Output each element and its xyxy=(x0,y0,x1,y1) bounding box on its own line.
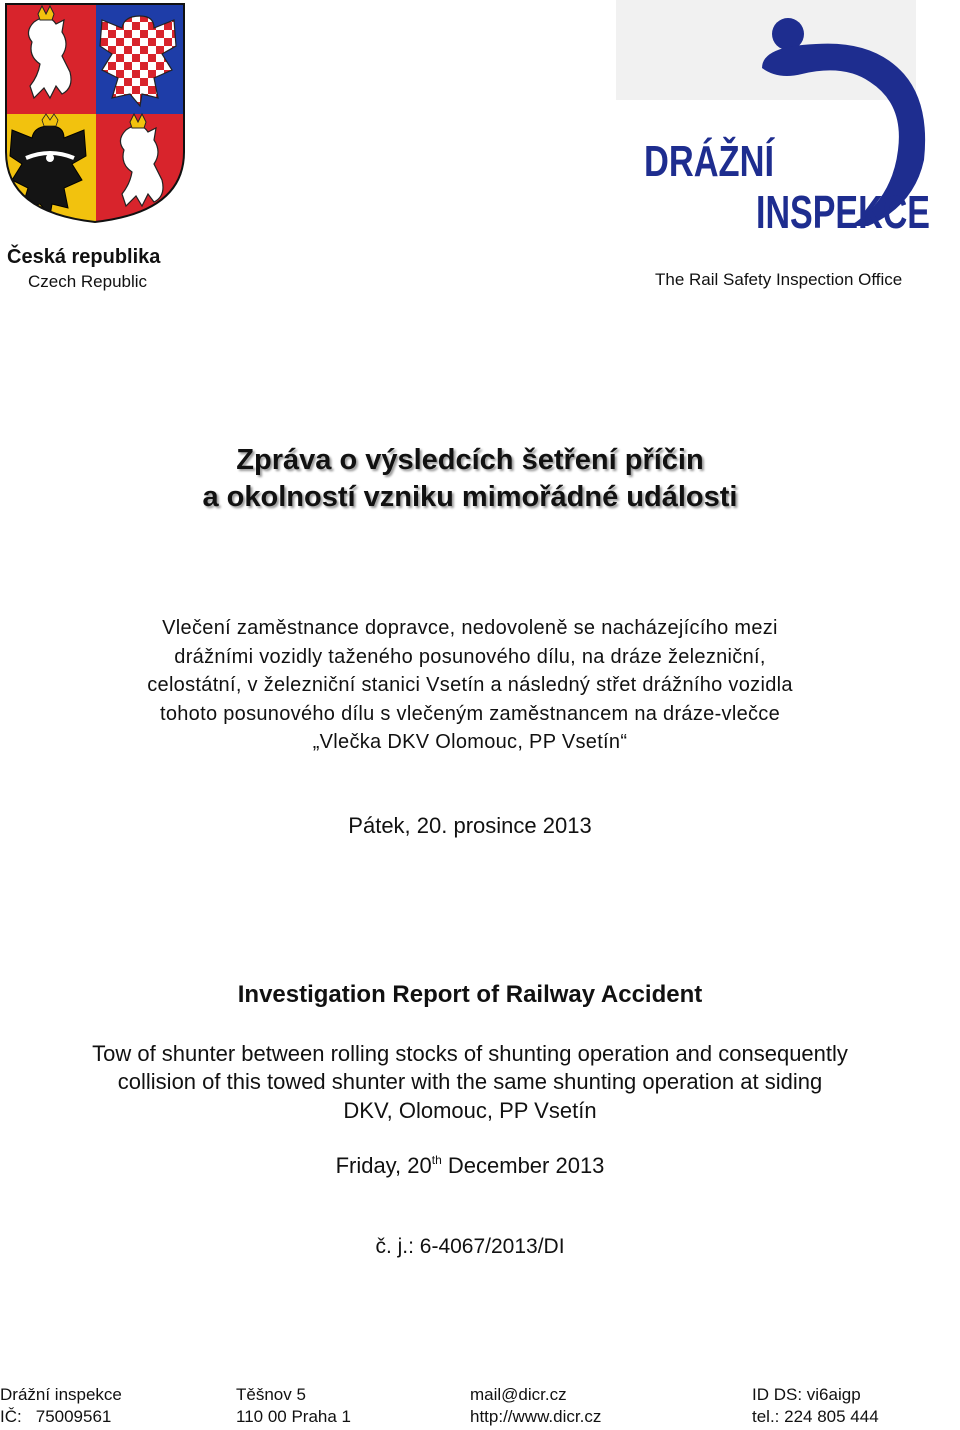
english-description-line: Tow of shunter between rolling stocks of shunting operation and consequently xyxy=(92,1041,848,1066)
english-description-line: collision of this towed shunter with the same shunting operation at siding xyxy=(117,1069,823,1095)
footer-ic xyxy=(0,1406,122,1428)
country-name-en: Czech Republic xyxy=(28,272,148,291)
reference-number: č. j.: 6-4067/2013/DI xyxy=(375,1235,565,1258)
logo-text-drazni: DRÁŽNÍ xyxy=(644,137,811,186)
footer-contact xyxy=(470,1384,601,1428)
report-title-line-1: Zpráva o výsledcích šetření příčin xyxy=(236,444,704,476)
report-title-line-2: a okolností vzniku mimořádné události xyxy=(202,481,738,513)
english-description-line: DKV, Olomouc, PP Vsetín xyxy=(343,1097,597,1123)
footer-city: 110 00 Praha 1 xyxy=(236,1407,351,1426)
czech-description xyxy=(40,614,900,757)
english-report-title: Investigation Report of Railway Accident xyxy=(237,981,703,1008)
english-date-prefix: Friday, 20 xyxy=(335,1153,432,1178)
czech-description-line: Vlečení zaměstnance dopravce, nedovoleně se nacházejícího mezi xyxy=(162,617,778,639)
footer-ic-label: IČ: xyxy=(0,1407,22,1426)
czech-description-line: tohoto posunového dílu s vlečeným zaměstnancem na dráze-vlečce xyxy=(159,702,781,725)
footer-address xyxy=(236,1384,351,1428)
country-name-cz: Česká republika xyxy=(7,246,161,268)
czech-description-line: drážními vozidly taženého posunového dílu, na dráze železniční, xyxy=(174,645,766,668)
english-date-suffix: th xyxy=(431,1153,442,1167)
drazni-inspekce-logo xyxy=(612,0,942,236)
footer-org-name: Drážní inspekce xyxy=(0,1385,122,1404)
footer-phone: tel.: 224 805 444 xyxy=(752,1407,879,1426)
logo-text-inspekce: INSPEKCE xyxy=(756,186,930,236)
english-date-rest: December 2013 xyxy=(441,1153,605,1178)
footer-street: Těšnov 5 xyxy=(236,1385,306,1404)
footer-ids xyxy=(752,1384,879,1428)
czech-date: Pátek, 20. prosince 2013 xyxy=(348,813,592,838)
english-date xyxy=(0,1153,940,1179)
footer-email-link[interactable]: mail@dicr.cz xyxy=(470,1385,567,1404)
footer-data-box-id: ID DS: vi6aigp xyxy=(752,1385,861,1404)
coat-of-arms-graphic xyxy=(4,2,186,224)
czech-coat-of-arms xyxy=(4,2,186,224)
footer-web-link[interactable]: http://www.dicr.cz xyxy=(470,1407,602,1426)
logo-graphic xyxy=(612,0,942,236)
english-description xyxy=(10,1040,930,1125)
office-name: The Rail Safety Inspection Office xyxy=(655,270,903,289)
czech-description-line: „Vlečka DKV Olomouc, PP Vsetín“ xyxy=(312,731,628,754)
czech-description-line: celostátní, v železniční stanici Vsetín a následný střet drážního vozidla xyxy=(147,674,793,697)
footer-ic-value: 75009561 xyxy=(35,1407,112,1426)
footer-org xyxy=(0,1384,122,1428)
